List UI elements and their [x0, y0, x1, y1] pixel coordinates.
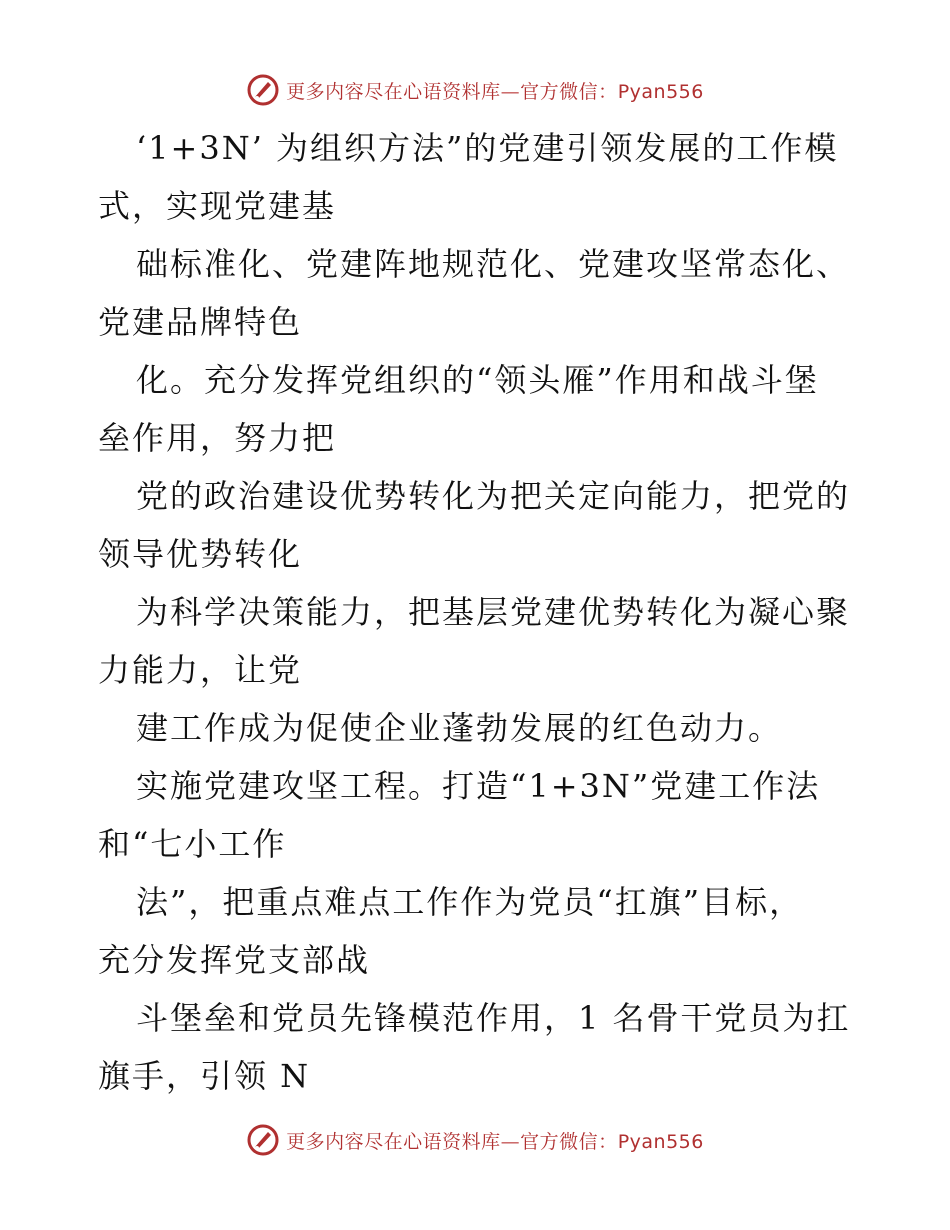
header-account: Pyan556	[617, 80, 704, 103]
text-line: 建工作成为促使企业蓬勃发展的红色动力。	[136, 709, 783, 747]
text-line: 领导优势转化	[98, 535, 303, 573]
header-brand-separator: —	[500, 80, 521, 103]
text-line: 化。充分发挥党组织的“领头雁”作用和战斗堡	[136, 361, 819, 399]
footer-account-label: 官方微信：	[520, 1130, 618, 1153]
text-line: 力能力，让党	[98, 651, 303, 689]
header-brand	[246, 73, 704, 107]
brand-logo-icon	[246, 1123, 280, 1157]
footer-account: Pyan556	[617, 1130, 704, 1153]
text-line: 法”，把重点难点工作作为党员“扛旗”目标，	[136, 883, 804, 921]
text-line: 式，实现党建基	[98, 187, 337, 225]
document-body	[98, 120, 858, 1106]
text-line: 斗堡垒和党员先锋模范作用，1 名骨干党员为扛	[136, 999, 851, 1037]
text-line: 和“七小工作	[98, 825, 287, 863]
header-brand-text	[286, 77, 704, 104]
header-brand-main: 更多内容尽在心语资料库	[286, 80, 501, 103]
footer-brand	[246, 1123, 704, 1157]
header-account-label: 官方微信：	[520, 80, 618, 103]
page-header	[0, 70, 950, 110]
text-line: 旗手，引领 N	[98, 1057, 311, 1095]
text-line: 党的政治建设优势转化为把关定向能力，把党的	[136, 477, 851, 515]
brand-logo-icon	[246, 73, 280, 107]
footer-brand-text	[286, 1127, 704, 1154]
text-line: ‘1+3N’ 为组织方法”的党建引领发展的工作模	[136, 129, 839, 167]
text-line: 充分发挥党支部战	[98, 941, 371, 979]
text-line: 党建品牌特色	[98, 303, 303, 341]
footer-brand-separator: —	[500, 1130, 521, 1153]
text-line: 础标准化、党建阵地规范化、党建攻坚常态化、	[136, 245, 851, 283]
text-line: 垒作用，努力把	[98, 419, 337, 457]
page-footer	[0, 1120, 950, 1160]
footer-brand-main: 更多内容尽在心语资料库	[286, 1130, 501, 1153]
text-line: 为科学决策能力，把基层党建优势转化为凝心聚	[136, 593, 851, 631]
text-line: 实施党建攻坚工程。打造“1+3N”党建工作法	[136, 767, 821, 805]
